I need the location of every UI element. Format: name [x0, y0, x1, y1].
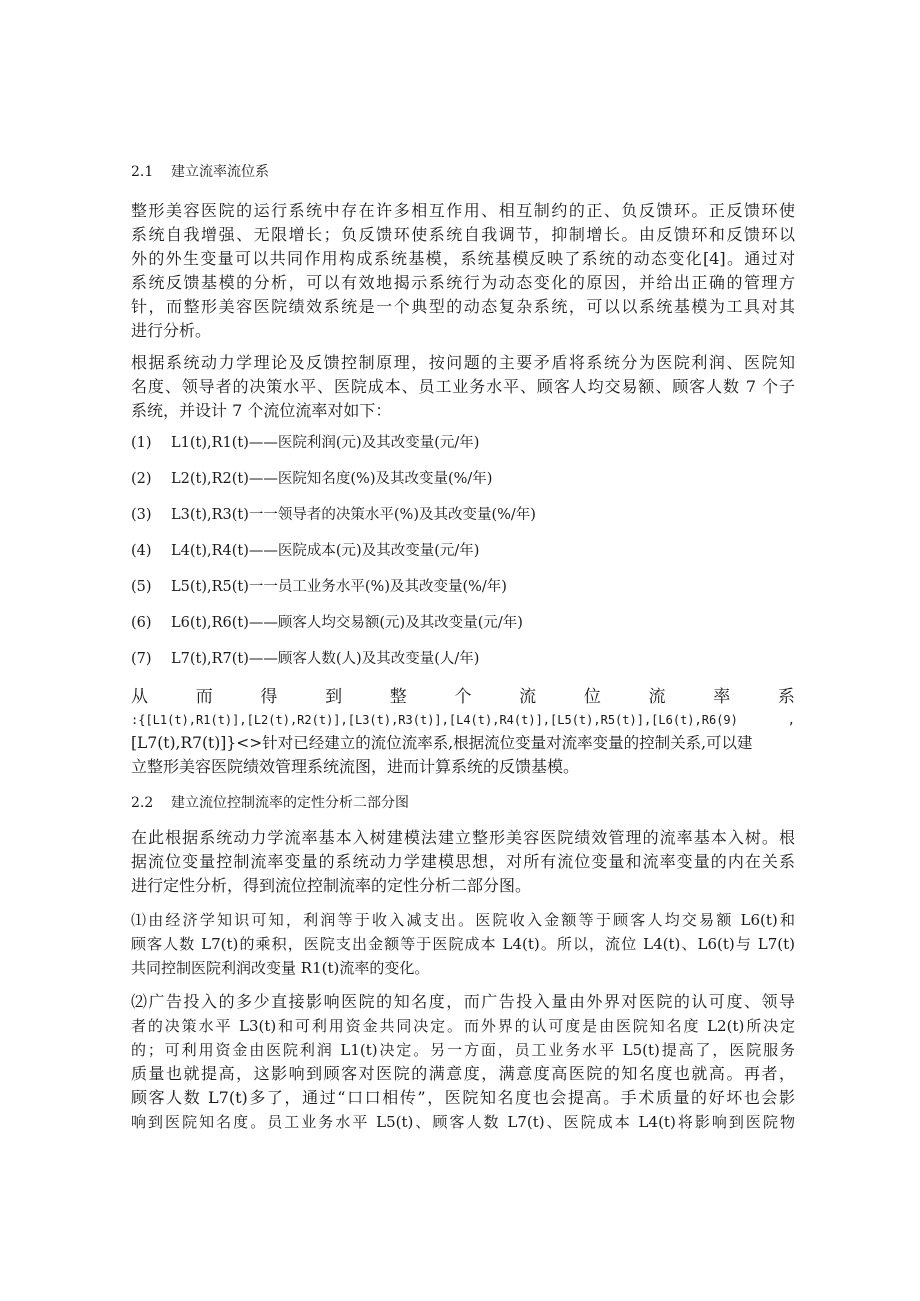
spread-char: 流 — [519, 687, 537, 707]
text-line: 者的决策水平 L3(t)和可利用资金共同决定。而外界的认可度是由医院知名度 L2(t)所决定 — [131, 1017, 795, 1035]
text-line: 进行分析。 — [131, 321, 212, 340]
list-item-number: (2) — [131, 471, 152, 487]
text-line: 系统，并设计 7 个流位流率对如下： — [131, 401, 392, 420]
spread-char: 从 — [131, 687, 148, 707]
text-line: 质量也就提高，这影响到顾客对医院的满意度，满意度高医院的知名度也就高。再者， — [131, 1064, 795, 1083]
list-item-text: L2(t),R2(t)——医院知名度(%)及其改变量(%/年) — [171, 471, 493, 487]
list-item-number: (6) — [131, 615, 152, 631]
text-line: 顾客人数 L7(t)多了，通过“口口相传”，医院知名度也会提高。手术质量的好坏也会影 — [131, 1088, 795, 1107]
spread-char: 位 — [583, 687, 601, 707]
list-item-text: L6(t),R6(t)——顾客人均交易额(元)及其改变量(元/年) — [171, 615, 523, 631]
list-item-text: L3(t),R3(t)一一领导者的决策水平(%)及其改变量(%/年) — [171, 507, 536, 523]
text-line: 的；可利用资金由医院利润 L1(t)决定。另一方面，员工业务水平 L5(t)提高了，医院服务 — [131, 1041, 795, 1059]
formula-text: :{[L1(t),R1(t)],[L2(t),R2(t)],[L3(t),R3(t)],[L4(t),R4(t)],[L5(t),R5(t)],[L6(t),R6(9) — [131, 713, 738, 727]
text-line: 响到医院知名度。员工业务水平 L5(t)、顾客人数 L7(t)、医院成本 L4(t)将影响到医院物 — [131, 1113, 795, 1131]
text-line: 系统反馈基模的分析，可以有效地揭示系统行为动态变化的原因，并给出正确的管理方 — [131, 273, 795, 292]
list-item — [131, 577, 507, 597]
text-line: 整形美容医院的运行系统中存在许多相互作用、相互制约的正、负反馈环。正反馈环使 — [131, 201, 795, 220]
list-item-text: L5(t),R5(t)一一员工业务水平(%)及其改变量(%/年) — [171, 579, 507, 595]
text-line: 据流位变量控制流率变量的系统动力学建模思想，对所有流位变量和流率变量的内在关系 — [131, 852, 795, 871]
spread-char: 流 — [648, 687, 666, 707]
spread-line — [131, 685, 795, 709]
section-number: 2.2 — [131, 795, 154, 811]
paragraph-flow-system — [131, 685, 795, 779]
list-item — [131, 613, 523, 633]
spread-char: 得 — [260, 687, 278, 707]
list-item — [131, 433, 479, 453]
text-line: ⑵广告投入的多少直接影响医院的知名度，而广告投入量由外界对医院的认可度、领导 — [131, 992, 795, 1011]
paragraph-profit — [131, 908, 795, 980]
text-line: 在此根据系统动力学流率基本入树建模法建立整形美容医院绩效管理的流率基本入树。根 — [131, 828, 795, 847]
list-item-text: L1(t),R1(t)——医院利润(元)及其改变量(元/年) — [171, 435, 480, 451]
section-title: 建立流位控制流率的定性分析二部分图 — [171, 795, 409, 811]
text-line: 根据系统动力学理论及反馈控制原理，按问题的主要矛盾将系统分为医院利润、医院知 — [131, 353, 795, 372]
text-line: 进行定性分析，得到流位控制流率的定性分析二部分图。 — [131, 876, 532, 895]
list-item-text: L7(t),R7(t)——顾客人数(人)及其改变量(人/年) — [171, 651, 480, 667]
text-line: 顾客人数 L7(t)的乘积，医院支出金额等于医院成本 L4(t)。所以，流位 L4(t)、L6(t)与 L7(t) — [131, 935, 795, 953]
text-line: ⑴由经济学知识可知，利润等于收入减支出。医院收入金额等于顾客人均交易额 L6(t)和 — [131, 911, 795, 929]
section-title: 建立流率流位系 — [171, 164, 269, 180]
spread-char: 率 — [713, 687, 731, 707]
spread-char: 整 — [389, 687, 407, 707]
list-item-number: (4) — [131, 543, 152, 559]
list-item-number: (3) — [131, 507, 152, 523]
spread-char: 到 — [325, 687, 343, 707]
section-heading-2-2 — [131, 793, 409, 813]
list-item-text: L4(t),R4(t)——医院成本(元)及其改变量(元/年) — [171, 543, 480, 559]
spread-char: 系 — [777, 687, 795, 707]
text-line: 名度、领导者的决策水平、医院成本、员工业务水平、顾客人均交易额、顾客人数 7 个子 — [131, 377, 795, 396]
text-line: 针，而整形美容医院绩效系统是一个典型的动态复杂系统，可以以系统基模为工具对其 — [131, 297, 795, 316]
text-line: 共同控制医院利润改变量 R1(t)流率的变化。 — [131, 959, 430, 977]
section-heading-2-1 — [131, 162, 269, 182]
paragraph-base-tree — [131, 826, 795, 898]
list-item — [131, 649, 479, 669]
list-item — [131, 505, 536, 525]
text-line: [L7(t),R7(t)]}<>针对已经建立的流位流率系,根据流位变量对流率变量的控制关系,可以建 — [131, 734, 753, 752]
text-line: 系统自我增强、无限增长；负反馈环使系统自我调节，抑制增长。由反馈环和反馈环以 — [131, 225, 795, 244]
paragraph-subsystems — [131, 351, 795, 423]
paragraph-feedback-loops — [131, 199, 795, 343]
text-line — [131, 709, 795, 731]
formula-text: , — [787, 713, 795, 727]
section-number: 2.1 — [131, 164, 154, 180]
paragraph-reputation — [131, 990, 795, 1134]
spread-char: 而 — [195, 687, 213, 707]
text-line: 外的外生变量可以共同作用构成系统基模，系统基模反映了系统的动态变化[4]。通过对 — [131, 249, 795, 268]
list-item-number: (1) — [131, 435, 152, 451]
text-line: 立整形美容医院绩效管理系统流图，进而计算系统的反馈基模。 — [131, 757, 580, 776]
spread-char: 个 — [454, 687, 472, 707]
list-item-number: (7) — [131, 651, 152, 667]
list-item — [131, 541, 479, 561]
list-item-number: (5) — [131, 579, 152, 595]
list-item — [131, 469, 492, 489]
